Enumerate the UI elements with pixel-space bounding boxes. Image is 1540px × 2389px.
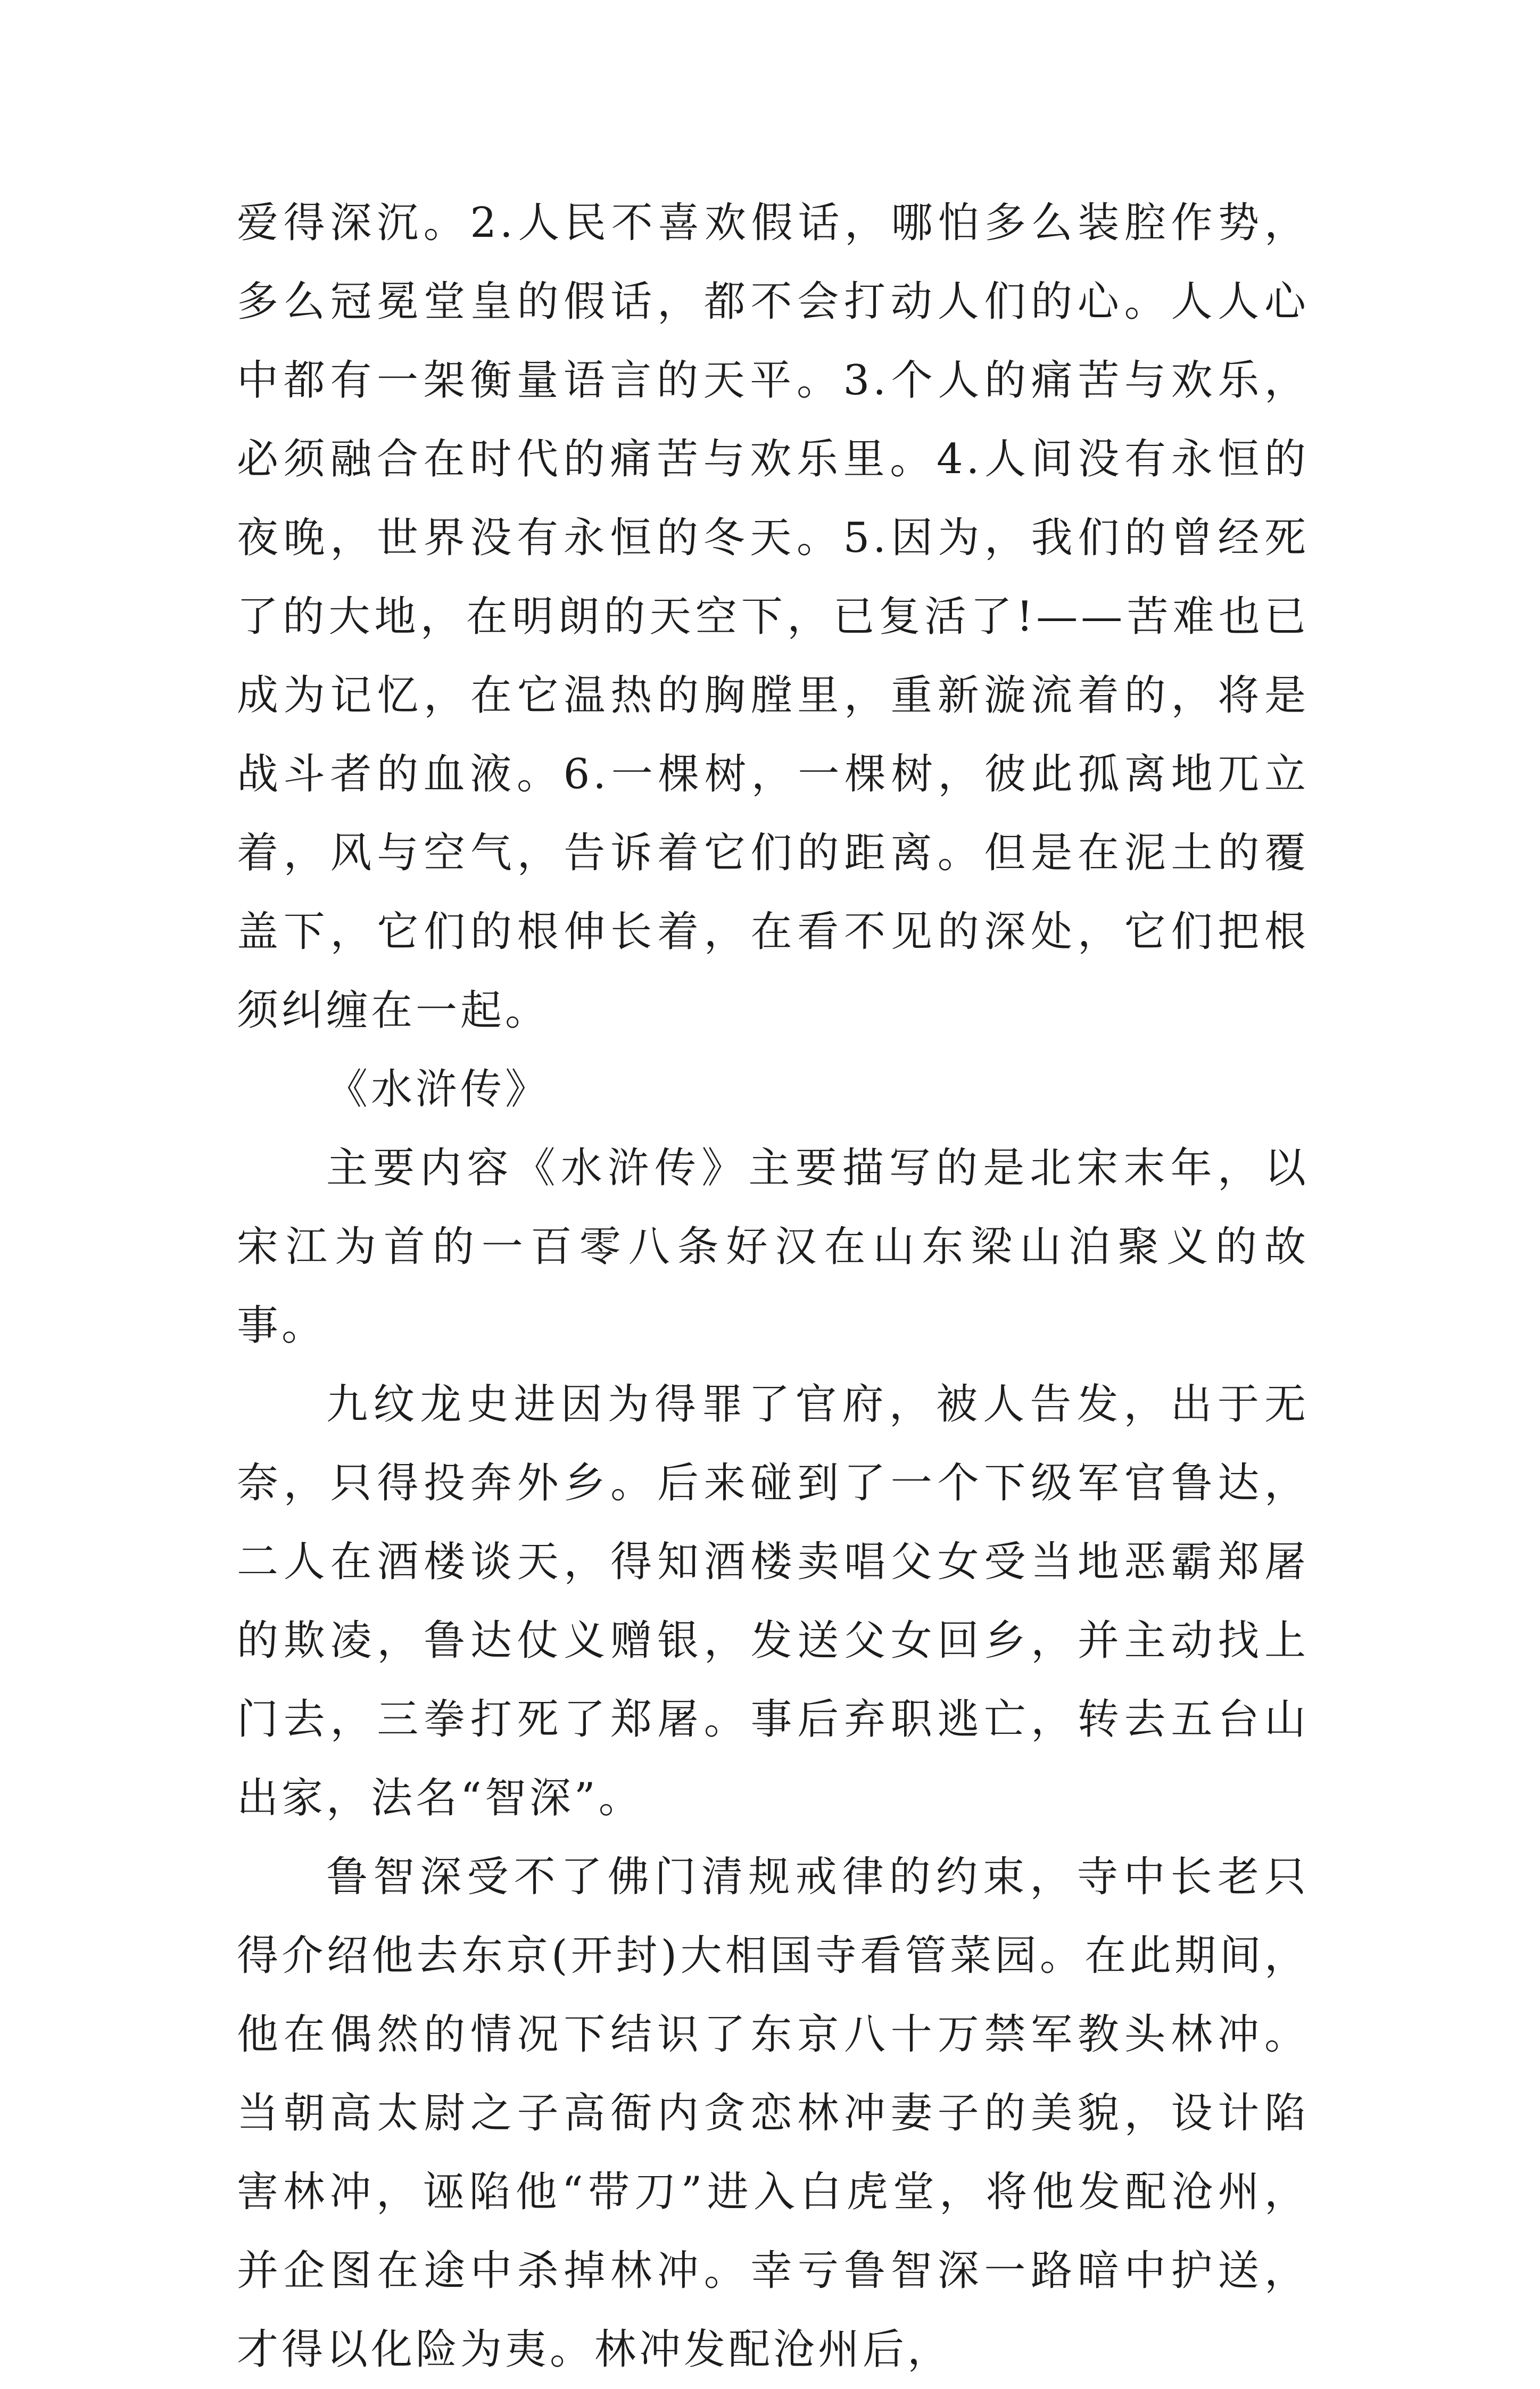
paragraph-shijin-luda: 九纹龙史进因为得罪了官府，被人告发，出于无奈，只得投奔外乡。后来碰到了一个下级军官鲁达，二人在酒楼谈天，得知酒楼卖唱父女受当地恶霸郑屠的欺凌，鲁达仗义赠银，发送父女回乡，并主动找上门去，三拳打死了郑屠。事后弃职逃亡，转去五台山出家，法名“智深”。 bbox=[237, 1381, 1309, 1822]
document-body bbox=[237, 184, 1309, 2389]
section-title-shuihuzhuan: 《水浒传》 bbox=[326, 1065, 550, 1113]
paragraph-main-content: 主要内容《水浒传》主要描写的是北宋末年，以宋江为首的一百零八条好汉在山东梁山泊聚义的故事。 bbox=[237, 1144, 1309, 1350]
paragraph-poetry-quotes: 爱得深沉。2.人民不喜欢假话，哪怕多么装腔作势，多么冠冕堂皇的假话，都不会打动人们的心。人人心中都有一架衡量语言的天平。3.个人的痛苦与欢乐，必须融合在时代的痛苦与欢乐里。4.人间没有永恒的夜晚，世界没有永恒的冬天。5.因为，我们的曾经死了的大地，在明朗的天空下，已复活了!——苦难也已成为记忆，在它温热的胸膛里，重新漩流着的，将是战斗者的血液。6.一棵树，一棵树，彼此孤离地兀立着，风与空气，告诉着它们的距离。但是在泥土的覆盖下，它们的根伸长着，在看不见的深处，它们把根须纠缠在一起。 bbox=[237, 199, 1309, 1035]
paragraph-luzhishen-linchong: 鲁智深受不了佛门清规戒律的约束，寺中长老只得介绍他去东京(开封)大相国寺看管菜园。在此期间，他在偶然的情况下结识了东京八十万禁军教头林冲。当朝高太尉之子高衙内贪恋林冲妻子的美貌，设计陷害林冲，诬陷他“带刀”进入白虎堂，将他发配沧州，并企图在途中杀掉林冲。幸亏鲁智深一路暗中护送，才得以化险为夷。林冲发配沧州后， bbox=[237, 1853, 1309, 2374]
